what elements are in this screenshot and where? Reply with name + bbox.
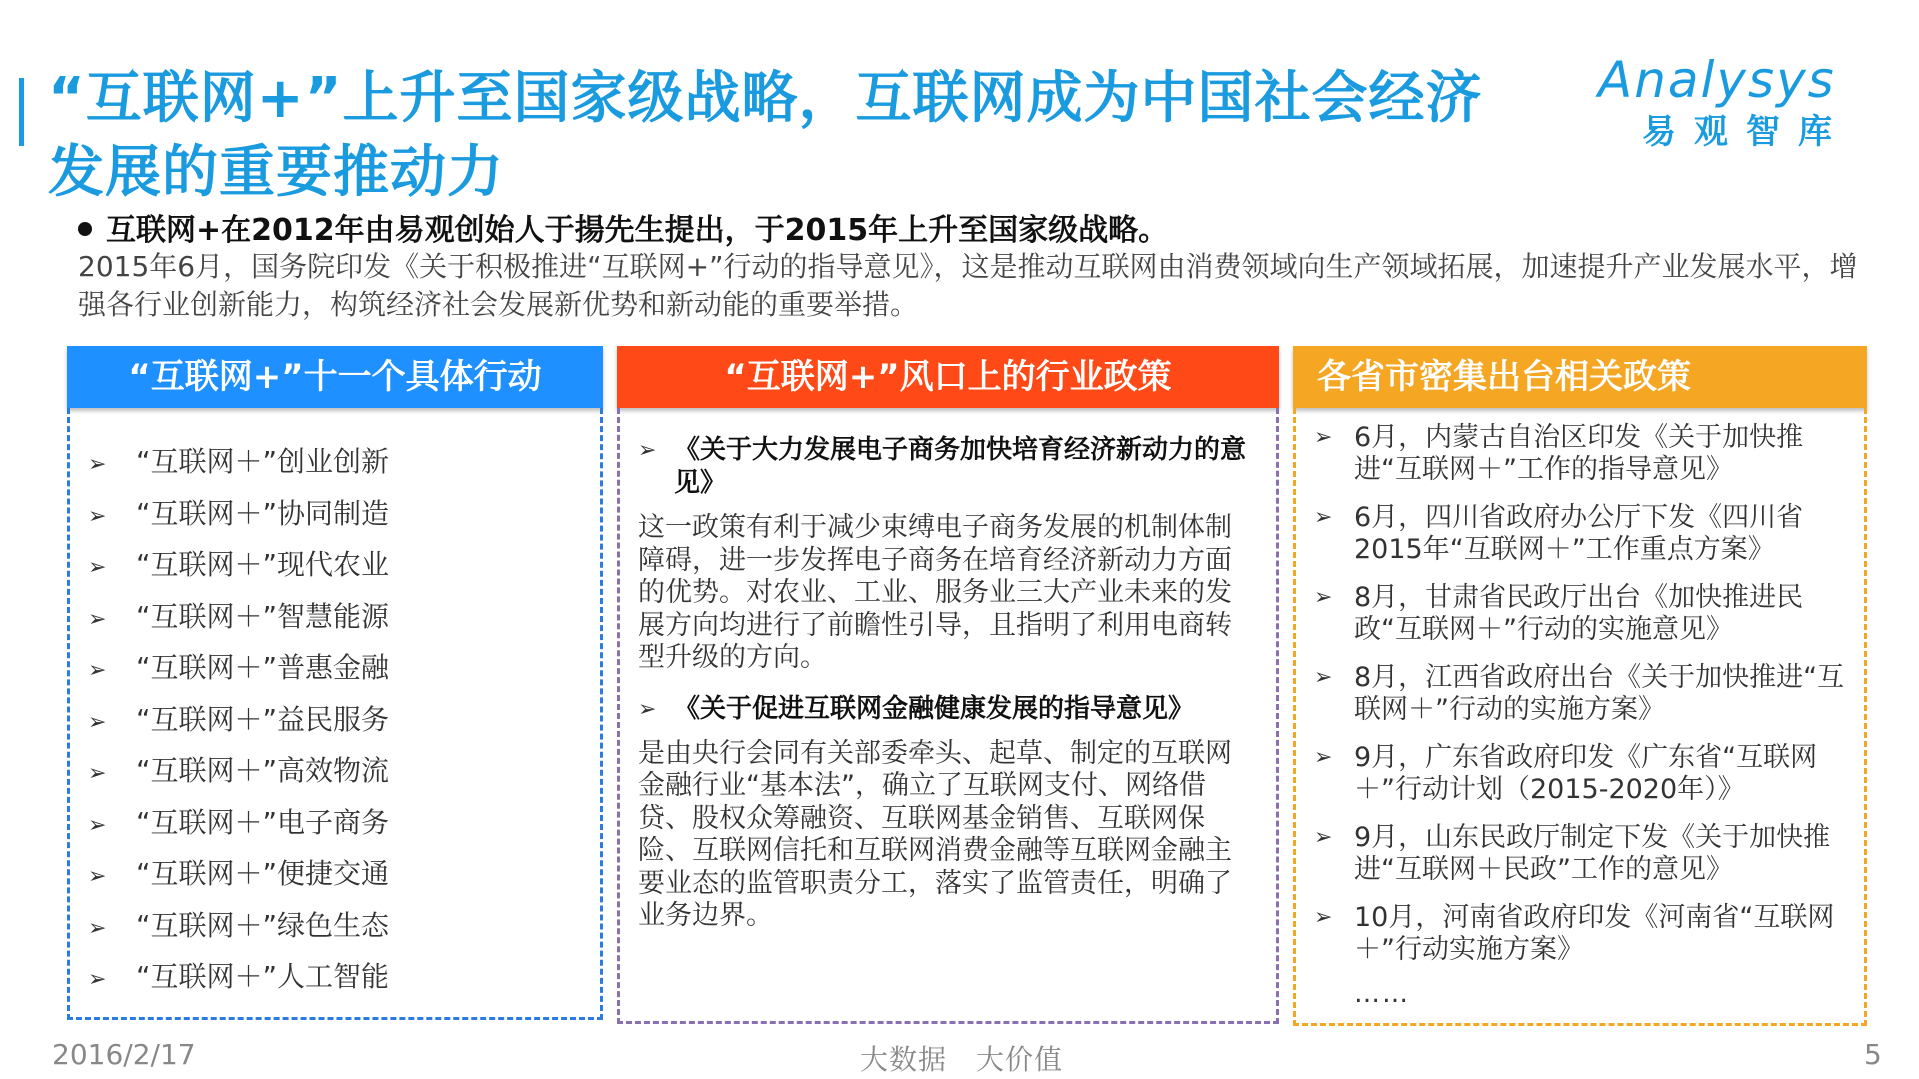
chevron-right-icon: ➢	[88, 761, 107, 786]
chevron-right-icon: ➢	[88, 606, 107, 632]
chevron-right-icon: ➢	[638, 696, 657, 722]
logo-chinese-name: 易观智库	[1642, 112, 1850, 152]
policy-title: ➢ 《关于大力发展电子商务加快培育经济新动力的意见》	[638, 435, 1247, 498]
more-ellipsis: ……	[1354, 979, 1410, 1009]
policy-description: 这一政策有利于减少束缚电子商务发展的机制体制障碍，进一步发挥电子商务在培育经济新动力方面的优势。对农业、工业、服务业三大产业未来的发展方向均进行了前瞻性引导，且指明了利用电商转型升级的方向。	[638, 512, 1232, 673]
list-item: ➢ 9月，山东民政厅制定下发《关于加快推进“互联网＋民政”工作的意见》	[1314, 822, 1831, 885]
chevron-right-icon: ➢	[1314, 745, 1333, 770]
headline	[78, 210, 1168, 252]
policies-panel-body	[617, 408, 1279, 1024]
actions-list	[88, 438, 600, 1005]
list-item: ➢ 6月，四川省政府办公厅下发《四川省2015年“互联网＋”工作重点方案》	[1314, 502, 1804, 565]
chevron-right-icon: ➢	[88, 658, 107, 683]
chevron-right-icon: ➢	[88, 967, 107, 992]
chevron-right-icon: ➢	[1314, 425, 1333, 450]
chevron-right-icon: ➢	[1314, 825, 1333, 850]
chevron-right-icon: ➢	[1314, 505, 1333, 530]
policies-panel-header: “互联网+”风口上的行业政策	[617, 346, 1279, 408]
list-item: ➢ “互联网＋”协同制造	[88, 490, 600, 542]
chevron-right-icon: ➢	[1314, 665, 1333, 690]
list-item: ➢ “互联网＋”普惠金融	[88, 644, 600, 696]
provinces-panel-body	[1293, 408, 1867, 1026]
slide-title: “互联网+”上升至国家级战略，互联网成为中国社会经济发展的重要推动力	[48, 66, 1483, 205]
list-item: ➢ “互联网＋”电子商务	[88, 799, 600, 851]
chevron-right-icon: ➢	[88, 812, 107, 838]
policies-panel	[617, 346, 1279, 1024]
list-item: ➢ 8月，甘肃省民政厅出台《加快推进民政“互联网＋”行动的实施意见》	[1314, 582, 1804, 645]
list-item: ➢ 8月，江西省政府出台《关于加快推进“互联网＋”行动的实施方案》	[1314, 662, 1845, 725]
policy-title: ➢ 《关于促进互联网金融健康发展的指导意见》	[638, 693, 1195, 724]
list-item: ➢ “互联网＋”现代农业	[88, 541, 600, 593]
chevron-right-icon: ➢	[88, 555, 107, 580]
actions-panel-header: “互联网+”十一个具体行动	[67, 346, 603, 408]
provinces-panel-header: 各省市密集出台相关政策	[1293, 346, 1867, 408]
list-item: ➢ “互联网＋”智慧能源	[88, 593, 600, 645]
chevron-right-icon: ➢	[1314, 905, 1333, 930]
provinces-list	[1314, 422, 1848, 966]
list-item: ➢ “互联网＋”益民服务	[88, 696, 600, 748]
logo-wordmark: Analysys	[1598, 51, 1836, 109]
footer-date: 2016/2/17	[52, 1038, 196, 1071]
list-item: ➢ “互联网＋”绿色生态	[88, 902, 600, 954]
actions-panel	[67, 346, 603, 1020]
list-item: ➢ “互联网＋”人工智能	[88, 953, 600, 1005]
list-item: ➢ “互联网＋”创业创新	[88, 438, 600, 490]
list-item: ➢ 9月，广东省政府印发《广东省“互联网＋”行动计划（2015-2020年）》	[1314, 742, 1818, 805]
chevron-right-icon: ➢	[88, 452, 107, 477]
chevron-right-icon: ➢	[88, 503, 107, 529]
provinces-panel	[1293, 346, 1867, 1026]
chevron-right-icon: ➢	[88, 915, 107, 941]
policy-description: 是由央行会同有关部委牵头、起草、制定的互联网金融行业“基本法”，确立了互联网支付、网络借贷、股权众筹融资、互联网基金销售、互联网保险、互联网信托和互联网消费金融等互联网金融主要业态的监管职责分工，落实了监管责任，明确了业务边界。	[638, 737, 1232, 931]
intro-paragraph: 2015年6月，国务院印发《关于积极推进“互联网+”行动的指导意见》，这是推动互联网由消费领域向生产领域拓展，加速提升产业发展水平，增强各行业创新能力，构筑经济社会发展新优势和新动能的重要举措。	[78, 250, 1858, 321]
chevron-right-icon: ➢	[88, 864, 107, 889]
list-item: ➢ 6月，内蒙古自治区印发《关于加快推进“互联网＋”工作的指导意见》	[1314, 422, 1804, 485]
headline-text: 互联网+在2012年由易观创始人于揚先生提出，于2015年上升至国家级战略。	[106, 213, 1169, 248]
chevron-right-icon: ➢	[88, 709, 107, 735]
analysys-logo	[1598, 50, 1898, 170]
list-item: ➢ 10月，河南省政府印发《河南省“互联网＋”行动实施方案》	[1314, 902, 1835, 965]
title-accent-bar	[19, 78, 24, 146]
footer-slogan: 大数据 大价值	[860, 1043, 1064, 1076]
chevron-right-icon: ➢	[1314, 585, 1333, 610]
page-number: 5	[1864, 1038, 1882, 1071]
list-item: ➢ “互联网＋”便捷交通	[88, 850, 600, 902]
bullet-icon	[78, 222, 92, 236]
chevron-right-icon: ➢	[638, 438, 657, 463]
actions-panel-body	[67, 408, 603, 1020]
list-item: ➢ “互联网＋”高效物流	[88, 747, 600, 799]
